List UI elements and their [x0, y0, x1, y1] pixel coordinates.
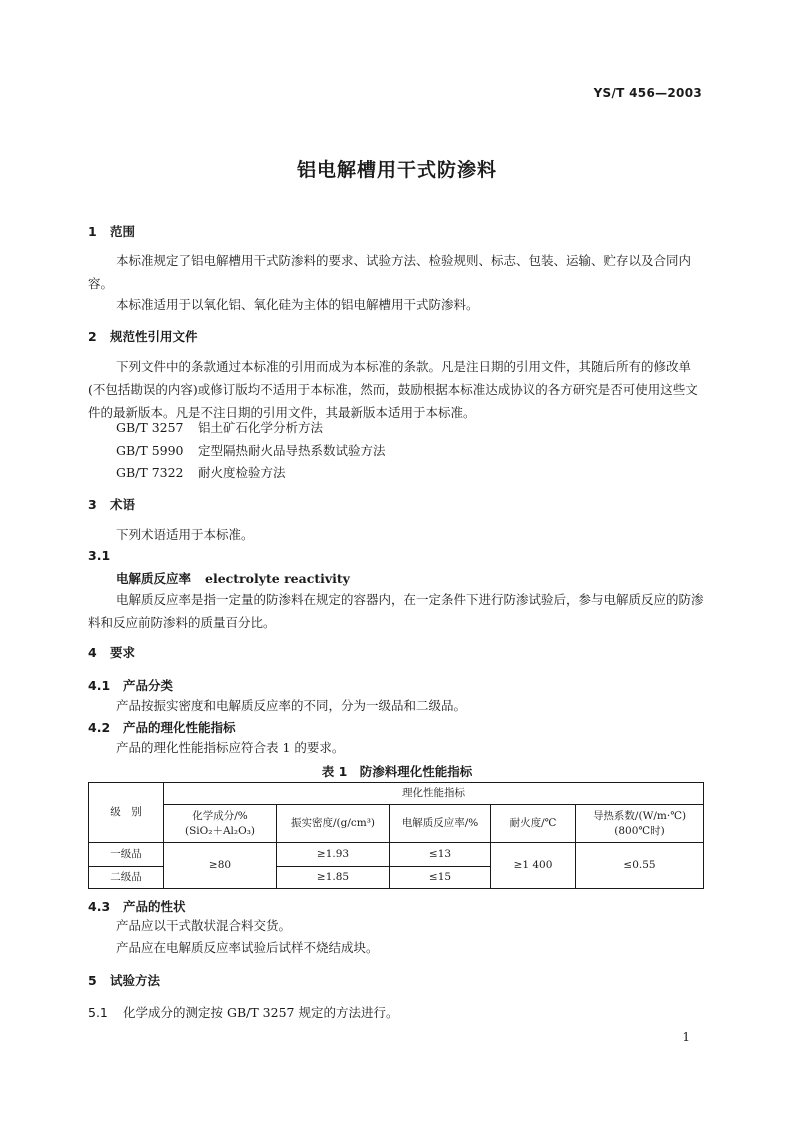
reference-code: GB/T 3257: [116, 420, 184, 435]
subsection-4-3-heading: [88, 897, 186, 915]
section-title: 要求: [110, 645, 136, 660]
paragraph-text: 下列文件中的条款通过本标准的引用而成为本标准的条款。凡是注日期的引用文件，其随后所有的修改单(不包括勘误的内容)或修订版均不适用于本标准，然而，鼓励根据本标准达成协议的各方研究是否可使用这些文件的最新版本。凡是不注日期的引用文件，其最新版本适用于本标准。: [88, 359, 698, 420]
reference-item: [116, 441, 386, 461]
reference-item: [116, 418, 323, 438]
section-number: 3: [88, 497, 97, 512]
subsection-number: 5.1: [88, 1005, 108, 1020]
subsection-4-3-text-2: 产品应在电解质反应率试验后试样不烧结成块。: [116, 940, 379, 955]
grade-cell: 一级品: [89, 843, 164, 867]
section-1-paragraph-1: [88, 249, 708, 295]
section-title: 范围: [110, 224, 136, 239]
section-4-heading: [88, 643, 135, 661]
term-english: electrolyte reactivity: [205, 571, 350, 586]
reference-item: [116, 463, 286, 483]
section-2-heading: [88, 327, 198, 345]
conductivity-value-cell: ≤0.55: [576, 843, 704, 889]
section-1-paragraph-2: 本标准适用于以氧化铝、氧化硅为主体的铝电解槽用干式防渗料。: [116, 297, 479, 312]
subsection-title: 产品分类: [123, 678, 174, 693]
header-line: (800℃时): [614, 824, 665, 837]
header-line: (SiO₂＋Al₂O₃): [184, 824, 256, 837]
table-header-density: 振实密度/(g/cm³): [277, 805, 390, 843]
paragraph-text: 本标准规定了铝电解槽用干式防渗料的要求、试验方法、检验规则、标志、包装、运输、贮存以及合同内容。: [88, 253, 692, 291]
section-number: 5: [88, 973, 97, 988]
header-line: 化学成分/%: [192, 809, 248, 822]
subsection-5-1: [88, 1003, 398, 1023]
subsection-4-1-heading: [88, 676, 173, 694]
table-header-chemical: [164, 805, 277, 843]
header-line: 导热系数/(W/m·℃): [592, 809, 687, 822]
reference-code: GB/T 7322: [116, 465, 184, 480]
section-number: 2: [88, 329, 97, 344]
section-2-paragraph-1: [88, 355, 708, 424]
reactivity-value-cell: ≤15: [390, 867, 491, 889]
table-header-refractoriness: 耐火度/℃: [491, 805, 576, 843]
subsection-4-3-text-1: 产品应以干式散状混合料交货。: [116, 918, 292, 933]
page-number: 1: [682, 1030, 690, 1044]
table-caption: 表 1 防渗料理化性能指标: [321, 764, 473, 779]
subsection-4-1-text: 产品按振实密度和电解质反应率的不同，分为一级品和二级品。: [116, 698, 467, 713]
density-value-cell: ≥1.93: [277, 843, 390, 867]
table-header-reactivity: 电解质反应率/%: [390, 805, 491, 843]
section-title: 规范性引用文件: [110, 329, 198, 344]
table-header-grade: 级 别: [89, 783, 164, 843]
section-5-heading: [88, 971, 160, 989]
chemical-value-cell: ≥80: [164, 843, 277, 889]
grade-cell: 二级品: [89, 867, 164, 889]
subsection-title: 产品的理化性能指标: [123, 720, 236, 735]
section-3-heading: [88, 495, 135, 513]
section-3-paragraph-1: 下列术语适用于本标准。: [116, 527, 254, 542]
subsection-4-2-heading: [88, 718, 236, 736]
refractoriness-value-cell: ≥1 400: [491, 843, 576, 889]
standard-code: YS/T 456—2003: [593, 86, 702, 100]
reactivity-value-cell: ≤13: [390, 843, 491, 867]
subsection-4-2-text: 产品的理化性能指标应符合表 1 的要求。: [116, 740, 345, 755]
reference-code: GB/T 5990: [116, 443, 184, 458]
subsection-title: 产品的性状: [123, 899, 186, 914]
properties-table: [88, 782, 704, 889]
term-definition: [88, 588, 708, 634]
term-label: [116, 569, 350, 587]
subsection-3-1-number: 3.1: [88, 548, 111, 563]
section-number: 4: [88, 645, 97, 660]
table-header-group: 理化性能指标: [164, 783, 704, 805]
table-row: [89, 843, 704, 867]
section-title: 术语: [110, 497, 136, 512]
document-title: 铝电解槽用干式防渗料: [296, 159, 497, 181]
subsection-number: 4.3: [88, 899, 111, 914]
reference-title: 耐火度检验方法: [198, 465, 286, 480]
section-number: 1: [88, 224, 97, 239]
section-1-heading: [88, 222, 135, 240]
subsection-text: 化学成分的测定按 GB/T 3257 规定的方法进行。: [123, 1005, 399, 1020]
section-title: 试验方法: [110, 973, 161, 988]
density-value-cell: ≥1.85: [277, 867, 390, 889]
reference-title: 定型隔热耐火品导热系数试验方法: [198, 443, 386, 458]
subsection-number: 4.1: [88, 678, 111, 693]
paragraph-text: 电解质反应率是指一定量的防渗料在规定的容器内，在一定条件下进行防渗试验后，参与电解质反应的防渗料和反应前防渗料的质量百分比。: [88, 592, 704, 630]
term-chinese: 电解质反应率: [116, 571, 192, 586]
subsection-number: 4.2: [88, 720, 111, 735]
reference-title: 铝土矿石化学分析方法: [198, 420, 324, 435]
table-header-conductivity: [576, 805, 704, 843]
